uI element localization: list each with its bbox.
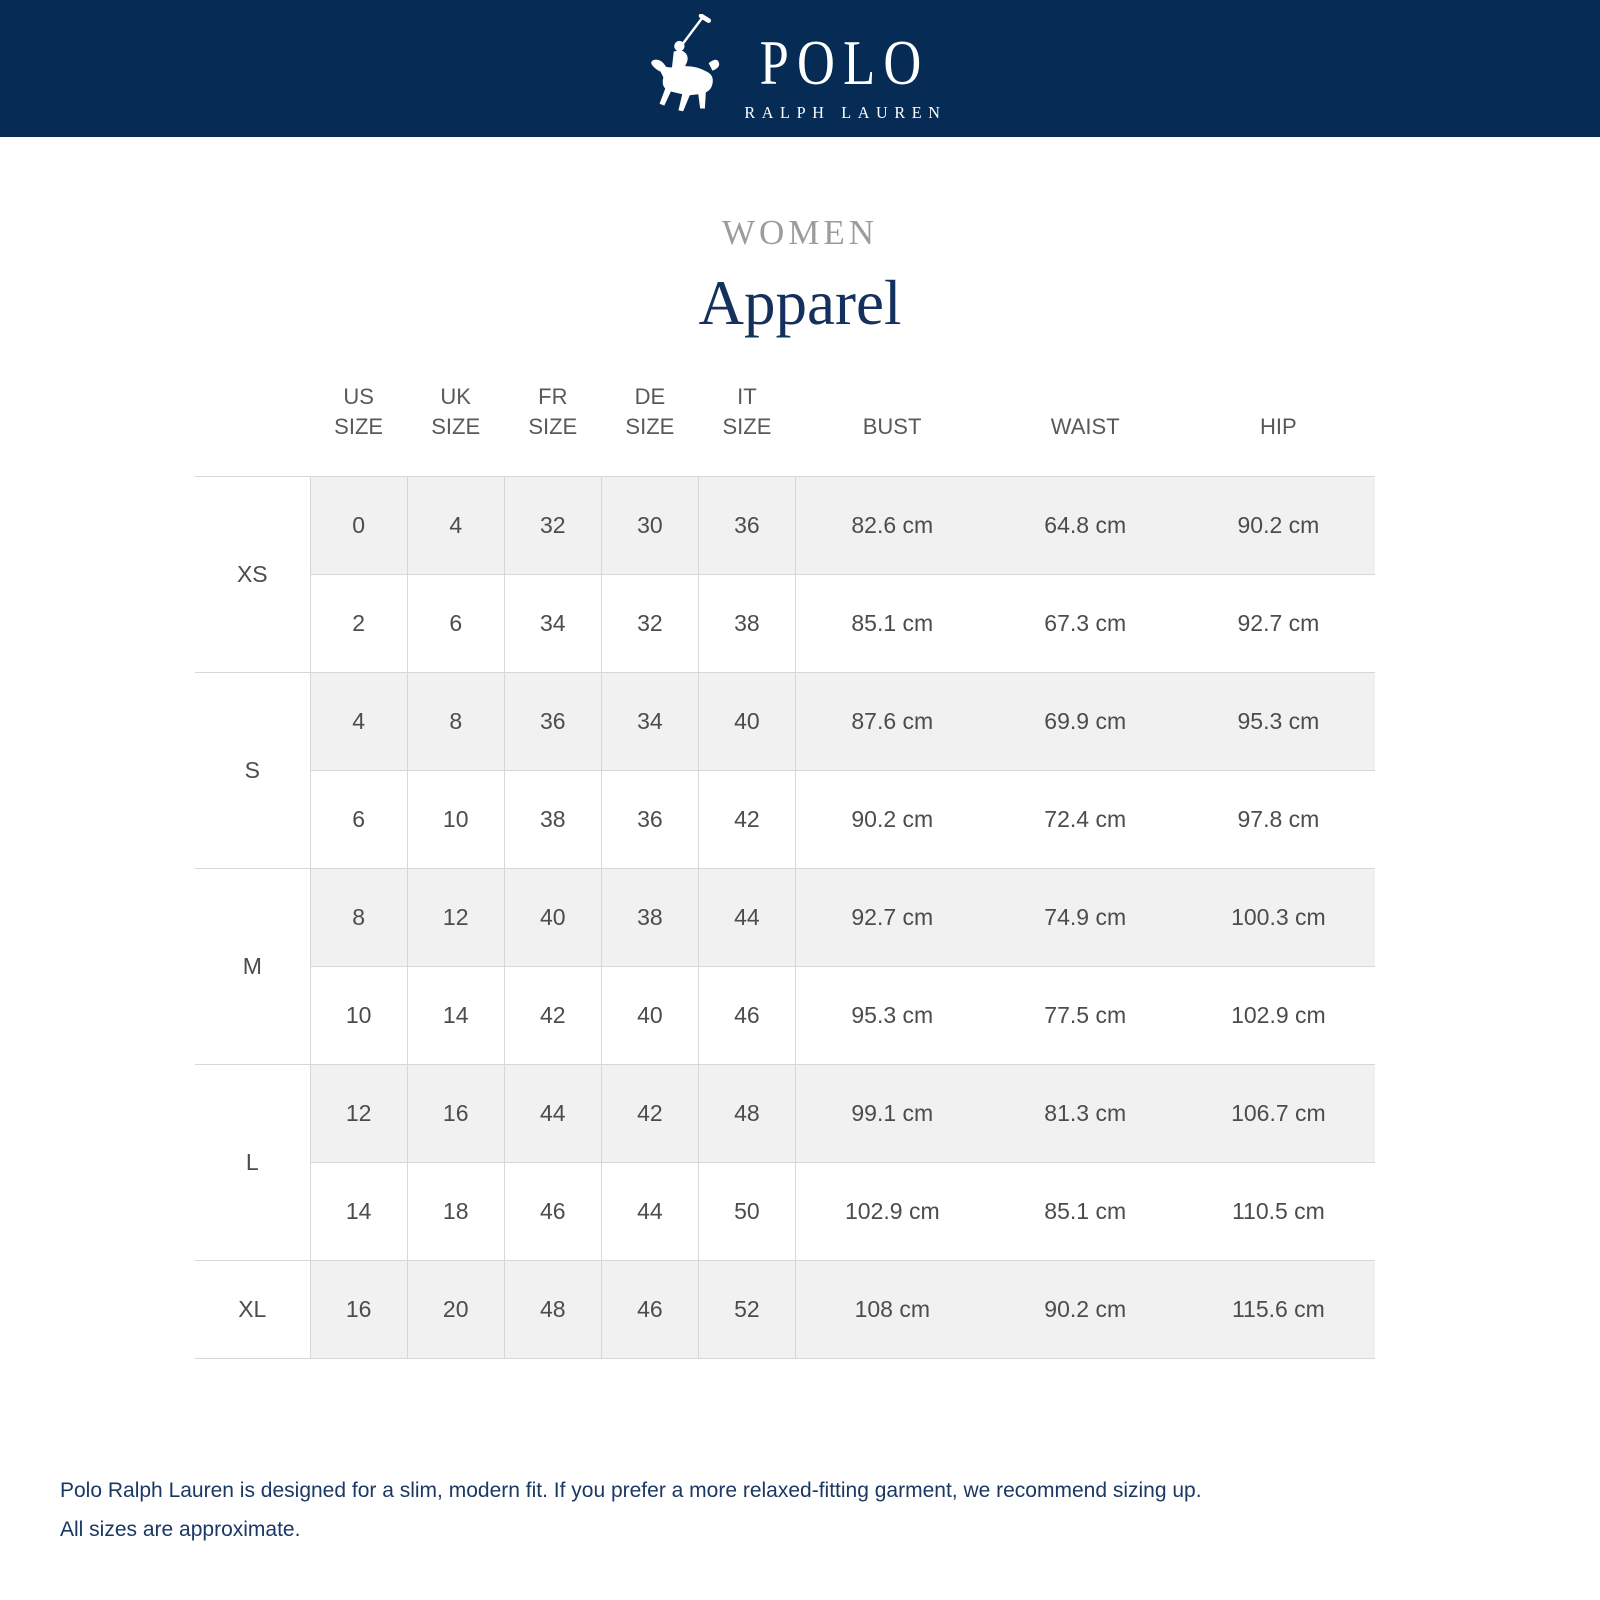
brand-name-ralph-lauren: RALPH LAUREN: [743, 103, 947, 122]
table-row: [195, 1064, 1375, 1162]
size-cell: 6: [310, 770, 407, 868]
category-label: WOMEN: [721, 213, 879, 252]
size-cell: 14: [310, 1162, 407, 1260]
column-header-us-size: US SIZE: [334, 383, 384, 439]
measurement-cell: 97.8 cm: [1237, 805, 1320, 832]
measurement-cell: 95.3 cm: [1182, 672, 1375, 770]
size-group-label: M: [195, 868, 310, 1064]
column-header-bust: BUST: [862, 413, 922, 439]
size-cell: 52: [698, 1260, 795, 1358]
size-cell: 12: [310, 1064, 407, 1162]
size-group-header-spacer: [195, 374, 310, 476]
size-cell: 38: [601, 868, 698, 966]
measurement-cell: 90.2 cm: [1182, 476, 1375, 574]
size-chart-table: [195, 374, 1375, 1359]
size-cell: 40: [698, 672, 795, 770]
size-cell: 48: [698, 1064, 795, 1162]
measurement-cell: 72.4 cm: [1044, 805, 1127, 832]
size-cell: 46: [698, 966, 795, 1064]
page-title: Apparel: [698, 268, 902, 338]
size-cell: 34: [504, 574, 601, 672]
size-cell: 16: [407, 1064, 504, 1162]
measurement-cell: 81.3 cm: [989, 1064, 1182, 1162]
size-cell: 42: [601, 1064, 698, 1162]
size-cell: 40: [504, 868, 601, 966]
size-cell: 8: [310, 868, 407, 966]
measurement-cell: 110.5 cm: [1231, 1197, 1325, 1224]
size-cell: 36: [698, 476, 795, 574]
measurement-cell: 67.3 cm: [1044, 609, 1127, 636]
measurement-cell: 102.9 cm: [1231, 1001, 1326, 1028]
column-header-row: [195, 374, 1375, 476]
measurement-cell: 108 cm: [795, 1260, 988, 1358]
column-header-uk-size: UK SIZE: [431, 383, 481, 439]
table-row: [195, 672, 1375, 770]
measurement-cell: 115.6 cm: [1182, 1260, 1375, 1358]
measurement-cell: 87.6 cm: [795, 672, 988, 770]
polo-player-icon: [649, 14, 723, 121]
size-cell: 16: [310, 1260, 407, 1358]
size-cell: 4: [407, 476, 504, 574]
size-cell: 8: [407, 672, 504, 770]
measurement-cell: 77.5 cm: [1044, 1001, 1127, 1028]
size-cell: 20: [407, 1260, 504, 1358]
size-group-label: S: [195, 672, 310, 868]
table-row: [195, 574, 1375, 672]
size-cell: 12: [407, 868, 504, 966]
size-cell: 0: [310, 476, 407, 574]
fit-disclaimer-line1: Polo Ralph Lauren is designed for a slim, modern fit. If you prefer a more relaxed-fitting garment, we recommend sizing up.: [60, 1478, 1202, 1502]
size-cell: 38: [504, 770, 601, 868]
fit-disclaimer-line2: All sizes are approximate.: [60, 1517, 301, 1541]
size-cell: 34: [601, 672, 698, 770]
polo-ralph-lauren-logo: [649, 14, 952, 123]
column-header-waist: WAIST: [1050, 413, 1120, 439]
size-cell: 32: [504, 476, 601, 574]
measurement-cell: 90.2 cm: [989, 1260, 1182, 1358]
table-row: [195, 966, 1375, 1064]
size-cell: 48: [504, 1260, 601, 1358]
measurement-cell: 102.9 cm: [795, 1162, 988, 1260]
chart-heading: [0, 213, 1600, 340]
size-cell: 42: [698, 770, 795, 868]
size-group-label: XS: [195, 476, 310, 672]
size-cell: 36: [601, 770, 698, 868]
size-cell: 2: [310, 574, 407, 672]
measurement-cell: 100.3 cm: [1182, 868, 1375, 966]
table-row: [195, 476, 1375, 574]
size-cell: 44: [698, 868, 795, 966]
fit-disclaimer: [60, 1471, 1600, 1549]
size-cell: 6: [407, 574, 504, 672]
size-group-label: L: [195, 1064, 310, 1260]
column-header-de-size: DE SIZE: [625, 383, 675, 439]
size-group-label: XL: [195, 1260, 310, 1358]
size-cell: 36: [504, 672, 601, 770]
measurement-cell: 74.9 cm: [989, 868, 1182, 966]
size-cell: 10: [407, 770, 504, 868]
column-header-it-size: IT SIZE: [722, 383, 772, 439]
measurement-cell: 99.1 cm: [795, 1064, 988, 1162]
brand-header: [0, 0, 1600, 137]
size-cell: 40: [601, 966, 698, 1064]
measurement-cell: 95.3 cm: [795, 966, 988, 1064]
table-row: [195, 1260, 1375, 1358]
brand-wordmark: [739, 27, 952, 123]
table-row: [195, 1162, 1375, 1260]
size-cell: 10: [310, 966, 407, 1064]
column-header-hip: HIP: [1260, 413, 1297, 439]
size-cell: 44: [601, 1162, 698, 1260]
measurement-cell: 85.1 cm: [795, 574, 988, 672]
column-header-fr-size: FR SIZE: [528, 383, 578, 439]
measurement-cell: 90.2 cm: [795, 770, 988, 868]
size-cell: 44: [504, 1064, 601, 1162]
measurement-cell: 106.7 cm: [1182, 1064, 1375, 1162]
table-row: [195, 770, 1375, 868]
size-cell: 38: [698, 574, 795, 672]
size-cell: 46: [504, 1162, 601, 1260]
size-cell: 14: [407, 966, 504, 1064]
measurement-cell: 92.7 cm: [1237, 609, 1320, 636]
brand-name-polo: POLO: [760, 27, 930, 98]
size-cell: 30: [601, 476, 698, 574]
measurement-cell: 85.1 cm: [1044, 1197, 1127, 1224]
size-cell: 32: [601, 574, 698, 672]
measurement-cell: 92.7 cm: [795, 868, 988, 966]
size-cell: 4: [310, 672, 407, 770]
size-cell: 18: [407, 1162, 504, 1260]
size-cell: 42: [504, 966, 601, 1064]
table-row: [195, 868, 1375, 966]
size-cell: 46: [601, 1260, 698, 1358]
measurement-cell: 64.8 cm: [989, 476, 1182, 574]
measurement-cell: 82.6 cm: [795, 476, 988, 574]
measurement-cell: 69.9 cm: [989, 672, 1182, 770]
size-cell: 50: [698, 1162, 795, 1260]
